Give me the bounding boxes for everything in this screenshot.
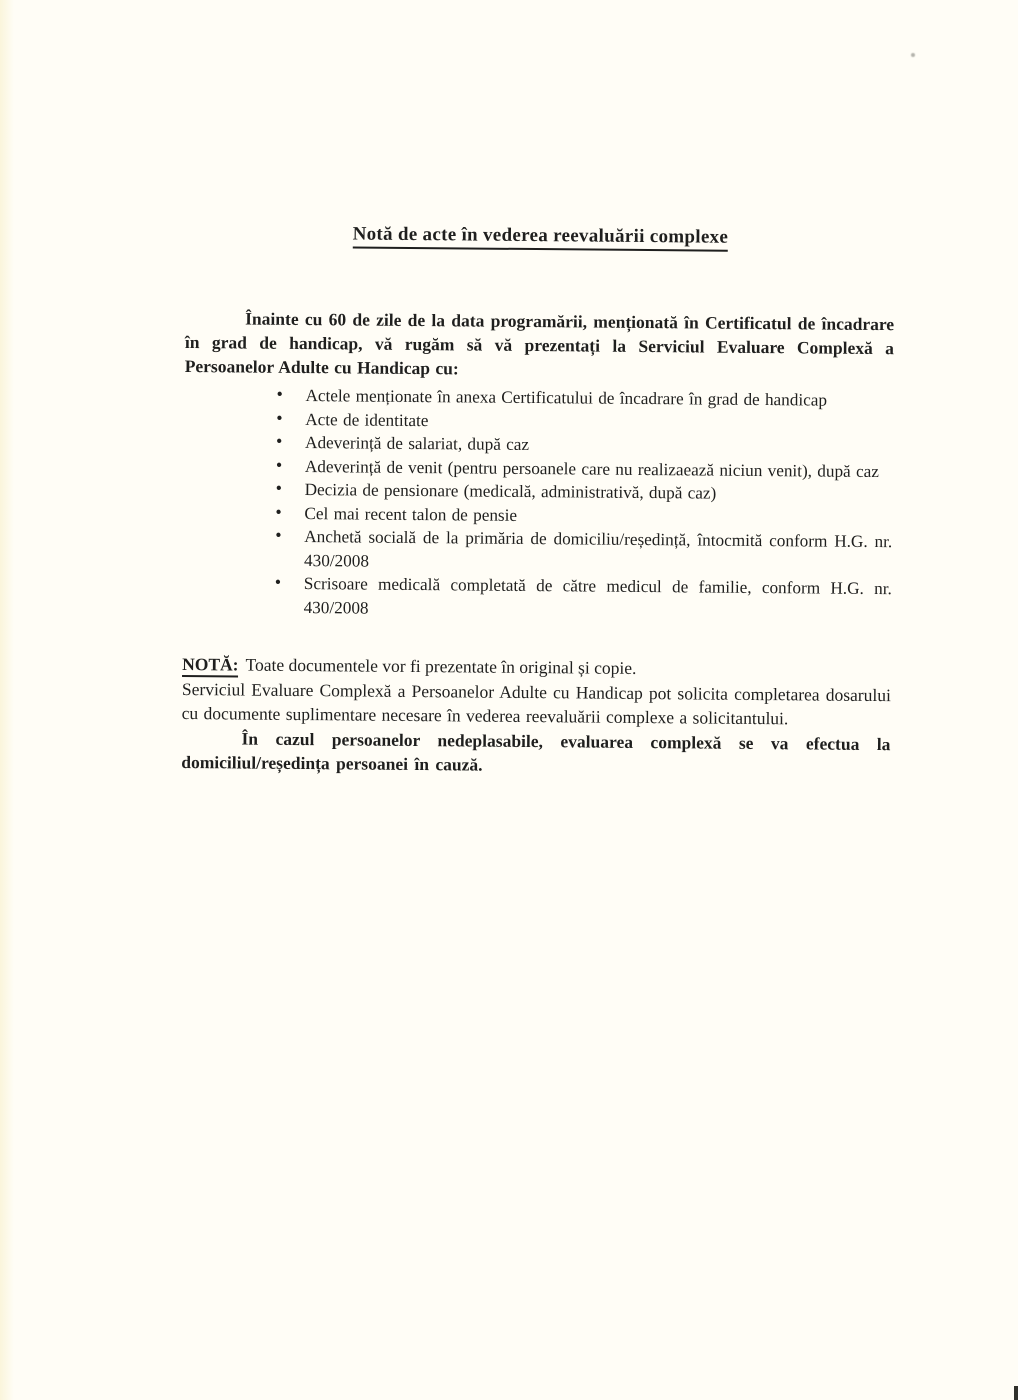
note-section [181, 652, 891, 781]
closing-paragraph: În cazul persoanelor nedeplasabile, evaluarea complexă se va efectua la domiciliul/reședința persoanei în cauză. [181, 728, 891, 775]
list-item: • Acte de identitate [305, 408, 893, 437]
list-item: • Adeverință de venit (pentru persoanele care nu realizaează niciun venit), după caz [305, 455, 893, 484]
list-item: • Cel mai recent talon de pensie [304, 502, 892, 531]
intro-paragraph: Înainte cu 60 de zile de la data programării, menționată în Certificatul de încadrare în grad de handicap, vă rugăm să vă prezentați la Serviciul Evaluare Complexă a Persoanelor Adulte cu Handicap cu: [184, 308, 895, 379]
scan-corner-mark [1014, 1386, 1018, 1400]
note-text: Toate documentele vor fi prezentate în original și copie. [245, 654, 637, 678]
list-item: • Anchetă socială de la primăria de domiciliu/reședință, întocmită conform H.G. nr. 430/2008 [304, 525, 892, 577]
scan-left-edge-shading [0, 0, 14, 1400]
list-item: • Decizia de pensionare (medicală, administrativă, după caz) [305, 478, 893, 507]
supplementary-documents-paragraph: Serviciul Evaluare Complexă a Persoanelor Adulte cu Handicap pot solicita completarea dosarului cu documente suplimentare necesare în vederea reevaluării complexe a solicitantului. [181, 678, 891, 729]
document-content [181, 222, 895, 781]
note-label: NOTĂ: [182, 654, 239, 677]
list-item: • Adeverință de salariat, după caz [305, 431, 893, 460]
list-item: • Scrisoare medicală completată de către medicul de familie, conform H.G. nr. 430/2008 [304, 572, 892, 624]
page-title-text: Notă de acte în vederea reevaluării complexe [353, 223, 729, 251]
page-title [186, 222, 895, 250]
scan-speck [911, 53, 915, 57]
required-documents-list [183, 383, 894, 624]
list-item: • Actele menționate în anexa Certificatului de încadrare în grad de handicap [305, 384, 893, 413]
